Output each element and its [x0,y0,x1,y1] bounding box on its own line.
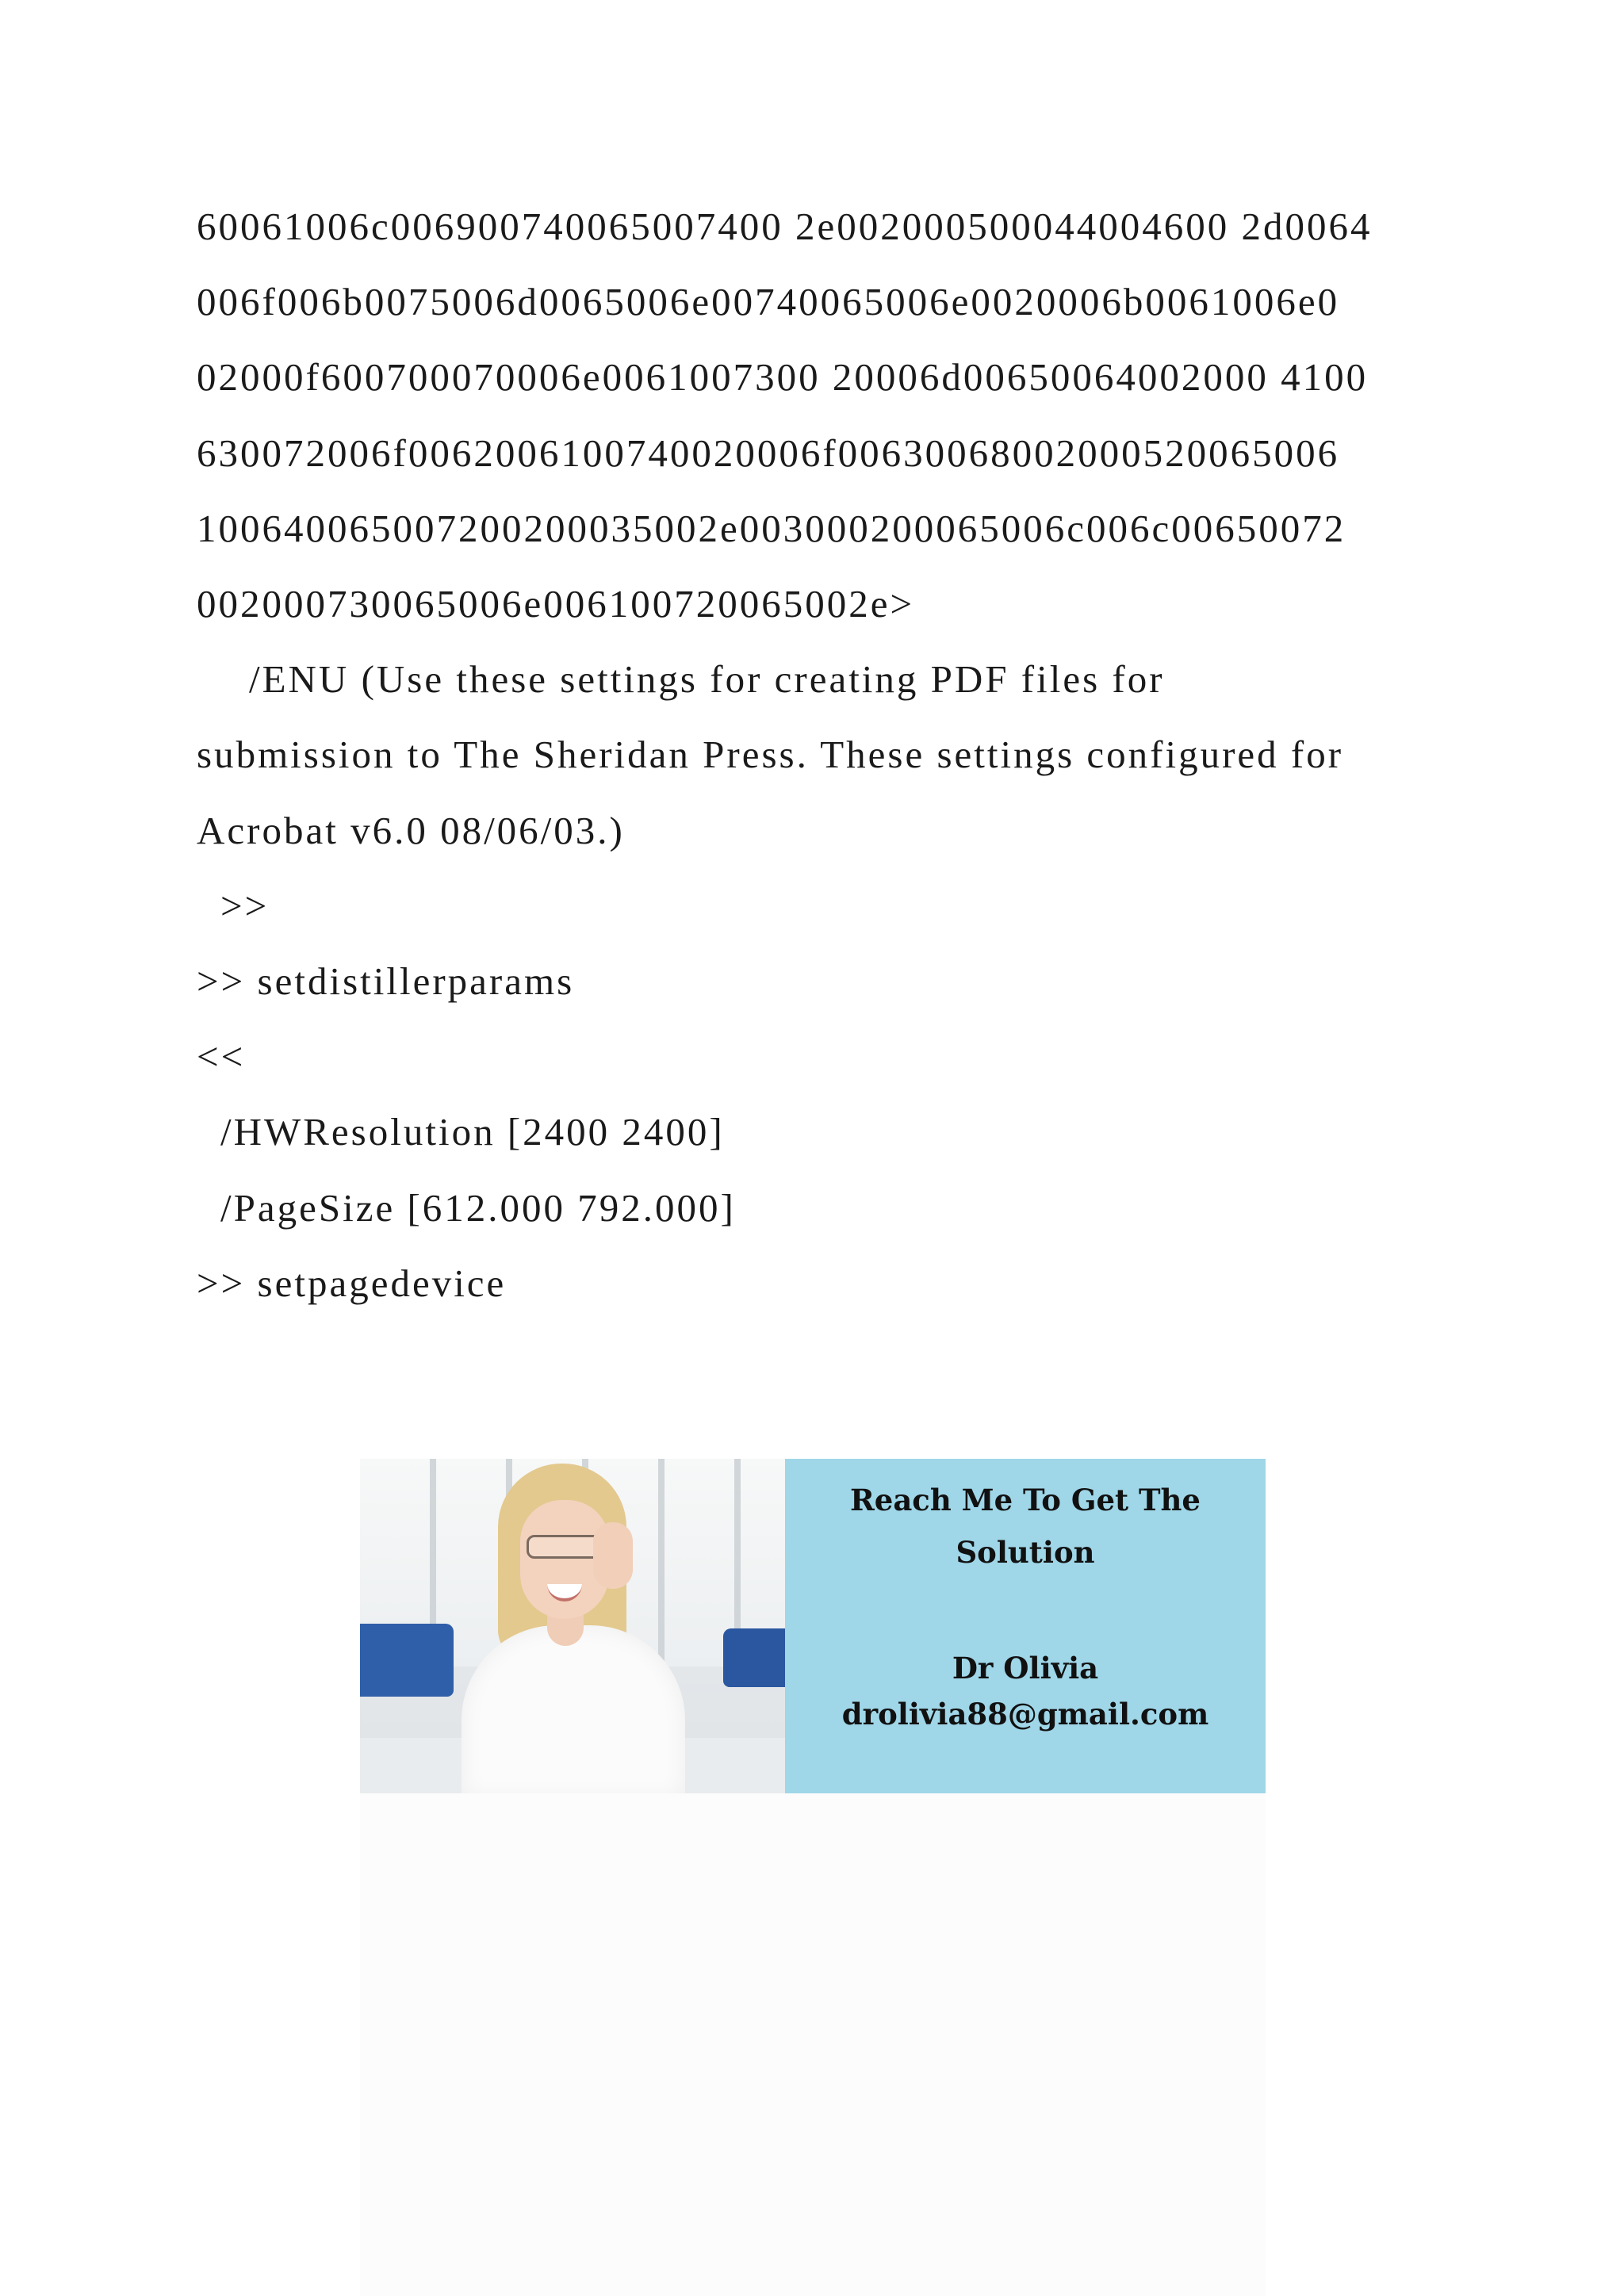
text-line: 60061006c006900740065007400 2e002000500044004600 2d0064 [197,205,1373,248]
text-line: >> setdistillerparams [197,959,575,1004]
blouse [462,1625,685,1793]
contact-info-panel [785,1459,1266,1793]
text-line: >> setpagedevice [197,1261,507,1305]
blue-chair-right [723,1628,785,1687]
text-line: Acrobat v6.0 08/06/03.) [197,808,625,852]
document-body [197,189,1434,1321]
text-line: submission to The Sheridan Press. These settings configured for [197,733,1344,777]
person-figure [454,1459,691,1793]
text-line: 100640065007200200035002e003000200065006c006c00650072 [197,506,1346,550]
text-line: 02000f600700070006e0061007300 20006d00650064002000 4100 [197,355,1369,400]
text-line: >> [220,883,270,928]
image-placeholder-area [360,1793,1266,2296]
text-line: /ENU (Use these settings for creating PDF files for [249,657,1165,702]
text-line: /HWResolution [2400 2400] [220,1110,725,1154]
hand [593,1522,633,1589]
contact-name: Dr Olivia [952,1651,1099,1686]
woman-with-glasses-photo [360,1459,785,1793]
blue-chair-left [360,1624,454,1697]
banner-heading-line1: Reach Me To Get The [850,1483,1201,1517]
contact-banner [360,1459,1266,1793]
banner-heading-line2: Solution [956,1535,1095,1570]
text-line: /PageSize [612.000 792.000] [220,1185,736,1230]
text-line: 006f006b0075006d0065006e00740065006e0020006b0061006e0 [197,280,1340,324]
text-line: 630072006f0062006100740020006f00630068002000520065006 [197,430,1340,475]
text-line: 002000730065006e006100720065002e> [197,582,915,626]
contact-email: drolivia88@gmail.com [841,1697,1209,1732]
text-line: << [197,1035,246,1079]
